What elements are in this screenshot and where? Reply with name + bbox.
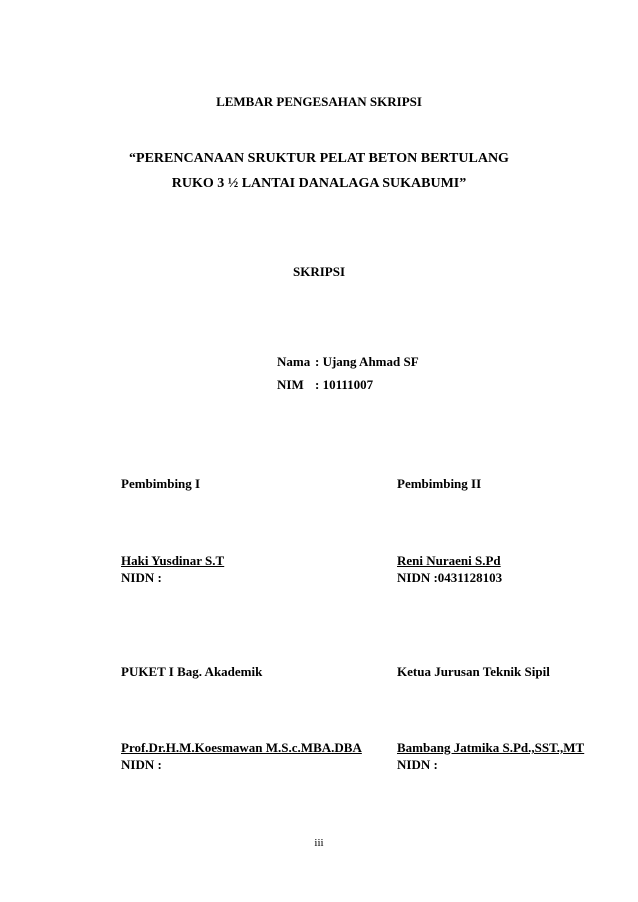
thesis-title-line-1: “PERENCANAAN SRUKTUR PELAT BETON BERTULANG (129, 151, 509, 166)
thesis-title-line-2: RUKO 3 ½ LANTAI DANALAGA SUKABUMI” (171, 176, 467, 191)
advisor-2-role: Pembimbing II (397, 476, 482, 491)
student-nim-label: NIM (277, 377, 304, 392)
approver-2-nidn: NIDN : (397, 757, 438, 772)
advisor-2-nidn: NIDN :0431128103 (397, 570, 503, 585)
approver-1-role: PUKET I Bag. Akademik (121, 664, 263, 679)
student-nim-row (277, 377, 373, 393)
approver-2-role: Ketua Jurusan Teknik Sipil (397, 664, 550, 679)
advisor-2-name: Reni Nuraeni S.Pd (397, 553, 501, 568)
approver-1-name: Prof.Dr.H.M.Koesmawan M.S.c.MBA.DBA (121, 740, 362, 755)
approver-2-name: Bambang Jatmika S.Pd.,SST.,MT (397, 740, 585, 755)
page-heading: LEMBAR PENGESAHAN SKRIPSI (216, 94, 422, 109)
document-type: SKRIPSI (292, 264, 346, 279)
advisor-1-nidn: NIDN : (121, 570, 162, 585)
student-name-label: Nama (277, 354, 311, 369)
advisor-1-name: Haki Yusdinar S.T (121, 553, 225, 568)
approver-1-nidn: NIDN : (121, 757, 162, 772)
page-number: iii (314, 837, 324, 849)
student-nim-value: : 10111007 (315, 377, 374, 392)
student-name-row (277, 354, 419, 370)
student-name-value: : Ujang Ahmad SF (315, 354, 419, 369)
advisor-1-role: Pembimbing I (121, 476, 201, 491)
